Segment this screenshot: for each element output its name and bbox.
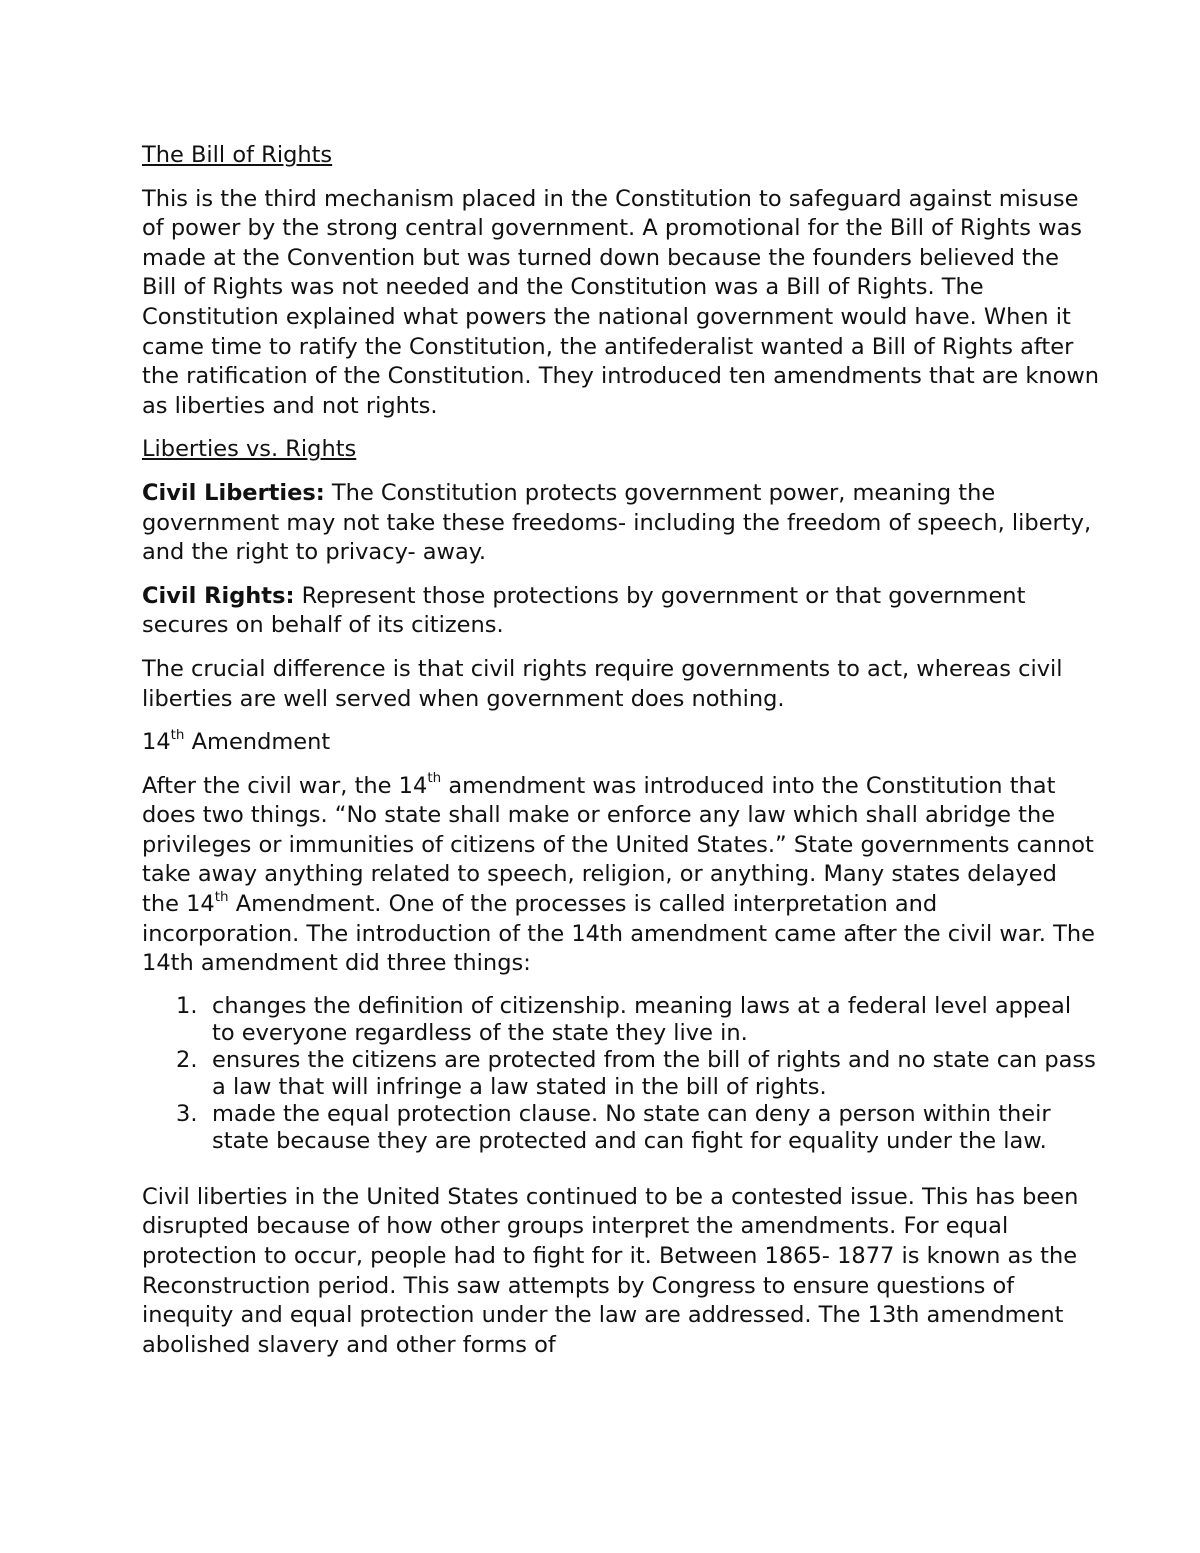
- list-item-number: 3.: [176, 1100, 198, 1127]
- heading-14th-amendment: [142, 728, 1100, 758]
- paragraph-difference: The crucial difference is that civil rights require governments to act, whereas civil liberties are well served when government does nothing.: [142, 655, 1063, 712]
- list-item: [142, 1101, 1100, 1155]
- paragraph-civil-liberties: [142, 479, 1100, 568]
- civil-rights-text: Represent those protections by government or that government secures on behalf of its citizens.: [142, 582, 1026, 639]
- heading-liberties-vs-rights: Liberties vs. Rights: [142, 436, 357, 463]
- list-item-text: ensures the citizens are protected from the bill of rights and no state can pass a law that will infringe a law stated in the bill of rights.: [212, 1046, 1096, 1100]
- list-item: [142, 1047, 1100, 1101]
- list-item: [142, 993, 1100, 1047]
- list-item-number: 2.: [176, 1046, 198, 1073]
- heading-bill-of-rights: The Bill of Rights: [142, 142, 333, 168]
- p14-part-b: amendment was introduced into the Constitution that does two things. “No state shall make or enforce any law which shall abridge the privileges or immunities of citizens of the United States.” State governments cannot take away anything related to speech, religion, or anything. Many states delayed the 14: [142, 772, 1094, 918]
- p14-superscript-1: th: [427, 770, 442, 787]
- heading-14th-number: 14: [142, 729, 171, 756]
- p14-superscript-2: th: [214, 888, 229, 905]
- numbered-list: [142, 993, 1100, 1155]
- p14-part-c: Amendment. One of the processes is called interpretation and incorporation. The introduction of the 14th amendment came after the civil war. The 14th amendment did three things:: [142, 891, 1095, 977]
- civil-liberties-label: Civil Liberties:: [142, 479, 325, 506]
- paragraph-14th-amendment: [142, 772, 1100, 979]
- heading-14th-superscript: th: [170, 726, 185, 743]
- civil-rights-label: Civil Rights:: [142, 582, 295, 609]
- list-item-text: made the equal protection clause. No state can deny a person within their state because they are protected and can fight for equality under the law.: [212, 1100, 1051, 1154]
- list-item-number: 1.: [176, 992, 198, 1019]
- list-item-text: changes the definition of citizenship. meaning laws at a federal level appeal to everyone regardless of the state they live in.: [212, 992, 1072, 1046]
- p14-part-a: After the civil war, the 14: [142, 772, 428, 799]
- paragraph-civil-rights: [142, 582, 1100, 641]
- paragraph-bill-of-rights: This is the third mechanism placed in the Constitution to safeguard against misuse of power by the strong central government. A promotional for the Bill of Rights was made at the Convention but was turned down because the founders believed the Bill of Rights was not needed and the Constitution was a Bill of Rights. The Constitution explained what powers the national government would have. When it came time to ratify the Constitution, the antifederalist wanted a Bill of Rights after the ratification of the Constitution. They introduced ten amendments that are known as liberties and not rights.: [142, 185, 1100, 419]
- paragraph-civil-liberties-contested: Civil liberties in the United States continued to be a contested issue. This has been disrupted because of how other groups interpret the amendments. For equal protection to occur, people had to fight for it. Between 1865- 1877 is known as the Reconstruction period. This saw attempts by Congress to ensure questions of inequity and equal protection under the law are addressed. The 13th amendment abolished slavery and other forms of: [142, 1183, 1079, 1358]
- civil-liberties-text: The Constitution protects government power, meaning the government may not take these freedoms- including the freedom of speech, liberty, and the right to privacy- away.: [142, 479, 1092, 566]
- heading-14th-text: Amendment: [184, 729, 331, 756]
